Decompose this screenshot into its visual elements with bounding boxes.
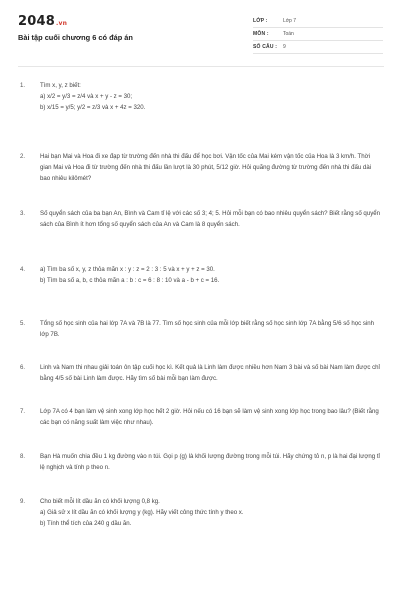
question-4 xyxy=(20,264,382,286)
question-number: 7. xyxy=(20,408,26,415)
question-number: 3. xyxy=(20,210,26,217)
meta-value: Lớp 7 xyxy=(283,18,297,24)
logo-text: 2048 xyxy=(18,14,55,29)
question-number: 8. xyxy=(20,453,26,460)
meta-key: SỐ CÂU : xyxy=(253,44,278,50)
page-header xyxy=(0,0,400,64)
question-number: 4. xyxy=(20,266,26,273)
meta-table xyxy=(253,15,383,54)
question-number: 2. xyxy=(20,153,26,160)
meta-key: MÔN : xyxy=(253,31,269,37)
meta-row-class xyxy=(253,15,383,28)
question-5 xyxy=(20,318,382,340)
question-text: Cho biết mỗi lít dầu ăn có khối lượng 0,8 kg. xyxy=(40,498,160,505)
question-text: Lớp 7A có 4 bạn làm vệ sinh xong lớp học hết 2 giờ. Hỏi nếu có 16 bạn sẽ làm vệ sinh xong lớp học trong bao lâu? (Biết rằng các bạn có năng suất làm việc như nhau). xyxy=(40,408,379,426)
question-2 xyxy=(20,151,382,184)
question-number: 1. xyxy=(20,82,26,89)
question-text: Hai bạn Mai và Hoa đi xe đạp từ trường đến nhà thi đấu để học bơi. Vận tốc của Mai kém vận tốc của Hoa là 3 km/h. Thời gian Mai và Hoa đi từ trường đến nhà thi đấu lần lượt là 30 phút, 5/12 giờ. Hỏi quãng đường từ trường đến nhà thi đấu dài bao nhiêu kilômét? xyxy=(40,153,372,182)
question-subpart: a) x/2 = y/3 = z/4 và x + y - z = 30; xyxy=(40,93,133,100)
question-number: 6. xyxy=(20,364,26,371)
question-text: Tìm x, y, z biết: xyxy=(40,82,81,89)
question-7 xyxy=(20,406,382,428)
question-text: Tổng số học sinh của hai lớp 7A và 7B là 77. Tìm số học sinh của mỗi lớp biết rằng số học sinh lớp 7A bằng 5/6 số học sinh lớp 7B. xyxy=(40,320,375,338)
logo-tld: .vn xyxy=(55,20,68,27)
meta-key: LỚP : xyxy=(253,18,268,24)
question-1 xyxy=(20,80,382,113)
question-8 xyxy=(20,451,382,473)
page-title: Bài tập cuối chương 6 có đáp án xyxy=(18,33,133,42)
question-6 xyxy=(20,362,382,384)
question-9 xyxy=(20,496,382,529)
meta-value: 9 xyxy=(283,44,286,50)
question-number: 5. xyxy=(20,320,26,327)
question-number: 9. xyxy=(20,498,26,505)
question-3 xyxy=(20,208,382,230)
question-text: Bạn Hà muốn chia đều 1 kg đường vào n túi. Gọi p (g) là khối lượng đường trong mỗi túi. Hãy chứng tỏ n, p là hai đại lượng tỉ lệ nghịch và tính p theo n. xyxy=(40,453,380,471)
question-text: Số quyển sách của ba bạn An, Bình và Cam tỉ lệ với các số 3; 4; 5. Hỏi mỗi bạn có bao nhiêu quyển sách? Biết rằng số quyển sách của Bình ít hơn tổng số quyển sách của An và Cam là 8 quyển sách. xyxy=(40,210,381,228)
question-subpart: b) Tìm ba số a, b, c thỏa mãn a : b : c = 6 : 8 : 10 và a - b + c = 16. xyxy=(40,277,220,284)
question-text: a) Tìm ba số x, y, z thỏa mãn x : y : z = 2 : 3 : 5 và x + y + z = 30. xyxy=(40,266,215,273)
meta-row-count xyxy=(253,41,383,54)
question-text: Linh và Nam thi nhau giải toán ôn tập cuối học kì. Kết quả là Linh làm được nhiều hơn Nam 3 bài và số bài Nam làm được chỉ bằng 4/5 số bài Linh làm được. Hãy tìm số bài mỗi bạn làm được. xyxy=(40,364,380,382)
question-subpart: b) x/15 = y/5; y/2 = z/3 và x + 4z = 320. xyxy=(40,104,146,111)
header-divider xyxy=(18,66,384,67)
site-logo[interactable] xyxy=(18,14,67,29)
meta-row-subject xyxy=(253,28,383,41)
meta-value: Toán xyxy=(283,31,294,37)
question-subpart: a) Giả sử x lít dầu ăn có khối lượng y (kg). Hãy viết công thức tính y theo x. xyxy=(40,509,244,516)
question-subpart: b) Tính thể tích của 240 g dầu ăn. xyxy=(40,520,132,527)
